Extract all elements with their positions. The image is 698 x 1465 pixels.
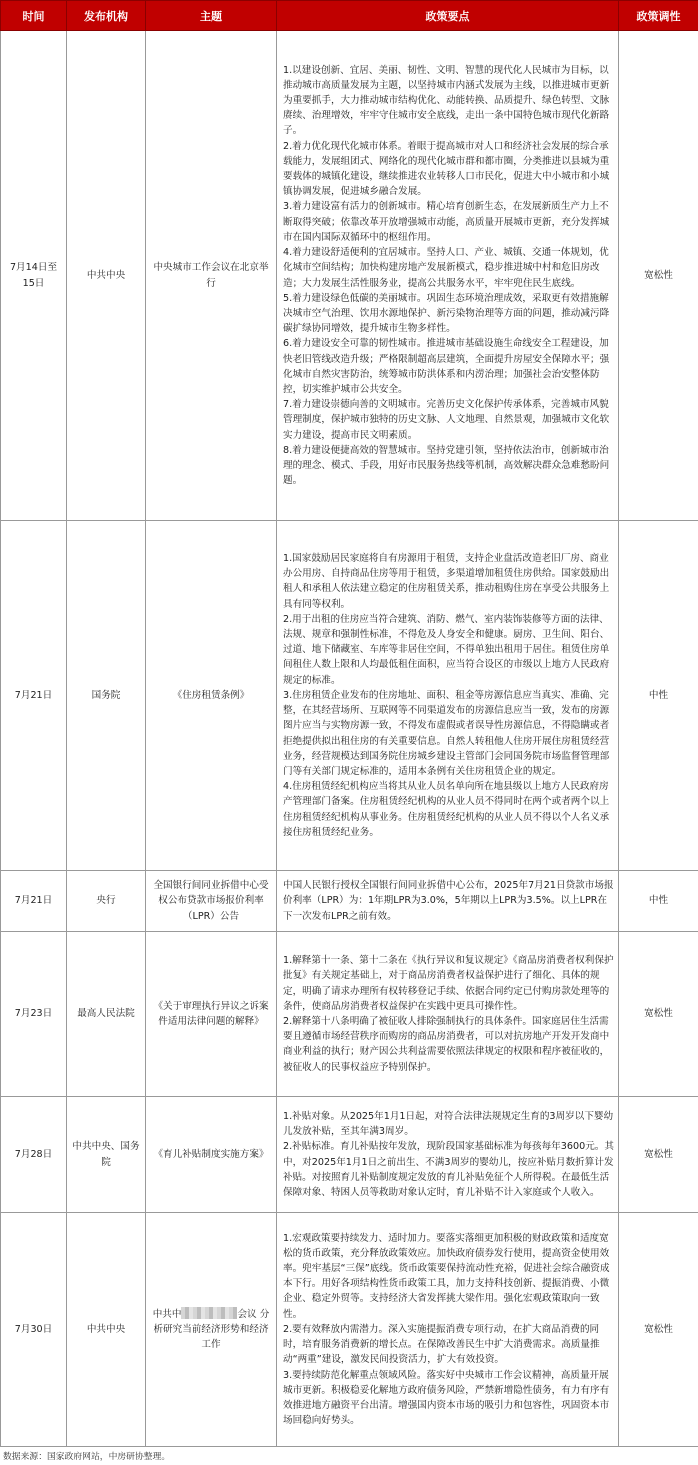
header-points: 政策要点 [277, 1, 619, 31]
cell-points [277, 1213, 619, 1447]
policy-point: 3.着力建设富有活力的创新城市。精心培育创新生态，在发展新质生产力上不断取得突破；依靠改革开放增强城市动能，高质量开展城市更新，充分发挥城市在国内国际双循环中的枢纽作用。 [283, 201, 610, 243]
source-note: 数据来源：国家政府网站，中房研协整理。 [3, 1452, 171, 1462]
policy-point: 2.用于出租的住房应当符合建筑、消防、燃气、室内装饰装修等方面的法律、法规、规章和强制性标准，不得危及人身安全和健康。厨房、卫生间、阳台、过道、地下储藏室、车库等非居住空间，不得单独出租用于居住。租赁住房单间租住人数上限和人均最低租住面积，应当符合设区的市级以上地方人民政府规定的标准。 [283, 613, 610, 686]
cell-time: 7月21日 [1, 521, 67, 871]
policy-point: 1.国家鼓励居民家庭将自有房源用于租赁，支持企业盘活改造老旧厂房、商业办公用房、自持商品住房等用于租赁，多渠道增加租赁住房供给。国家鼓励出租人和承租人依法建立稳定的住房租赁关系，推动租购住房在享受公共服务上具有同等权利。 [283, 553, 610, 610]
cell-org: 最高人民法院 [67, 932, 146, 1097]
header-topic: 主题 [146, 1, 277, 31]
cell-tone: 中性 [619, 521, 698, 871]
cell-points [277, 31, 619, 521]
table-row [1, 1097, 698, 1213]
cell-points [277, 521, 619, 871]
cell-tone: 宽松性 [619, 1213, 698, 1447]
policy-point: 2.补贴标准。育儿补贴按年发放，现阶段国家基础标准为每孩每年3600元。其中，对2025年1月1日之前出生、不满3周岁的婴幼儿，按应补贴月数折算计发补贴。对按照育儿补贴制度规定发放的育儿补贴免征个人所得税。在最低生活保障对象、特困人员等救助对象认定时，育儿补贴不计入家庭或个人收入。 [283, 1141, 614, 1198]
table-header-row [1, 1, 698, 31]
cell-org: 中共中央 [67, 1213, 146, 1447]
policy-point: 4.住房租赁经纪机构应当将其从业人员名单向所在地县级以上地方人民政府房产管理部门备案。住房租赁经纪机构的从业人员不得同时在两个或者两个以上住房租赁经纪机构从事业务。住房租赁经纪机构的从业人员不得以个人名义承接住房租赁经纪业务。 [283, 781, 610, 838]
cell-topic: 《住房租赁条例》 [146, 521, 277, 871]
policy-point: 6.着力建设安全可靠的韧性城市。推进城市基础设施生命线安全工程建设，加快老旧管线改造升级；严格限制超高层建筑，全面提升房屋安全保障水平；强化城市自然灾害防治，统筹城市防洪体系和内涝治理；加强社会治安整体防控，切实维护城市公共安全。 [283, 338, 610, 395]
cell-points [277, 871, 619, 932]
policy-point: 1.解释第十一条、第十二条在《执行异议和复议规定》《商品房消费者权利保护批复》有关规定基础上，对于商品房消费者权益保护进行了细化、具体的规定，明确了请求办理所有权转移登记手续、依据合同约定已付购房款处理等的条件，使商品房消费者权益保护在实践中更具可操作性。 [283, 955, 614, 1012]
cell-tone: 宽松性 [619, 31, 698, 521]
cell-topic: 中央城市工作会议在北京举行 [146, 31, 277, 521]
cell-topic: 全国银行间同业拆借中心受权公布贷款市场报价利率（LPR）公告 [146, 871, 277, 932]
cell-org: 央行 [67, 871, 146, 932]
header-org: 发布机构 [67, 1, 146, 31]
policy-point: 2.要有效释放内需潜力。深入实施提振消费专项行动，在扩大商品消费的同时，培育服务消费新的增长点。在保障改善民生中扩大消费需求。高质量推动“两重”建设，激发民间投资活力，扩大有效投资。 [283, 1323, 600, 1366]
table-row [1, 31, 698, 521]
policy-point: 3.住房租赁企业发布的住房地址、面积、租金等房源信息应当真实、准确、完整，在其经营场所、互联网等不同渠道发布的房源信息应当一致，发布的房源图片应当与实物房源一致，不得发布虚假或者误导性房源信息，不得隐瞒或者拒绝提供拟出租住房的有关重要信息。自然人转租他人住房开展住房租赁经营业务，经营规模达到国务院住房城乡建设主管部门会同国务院市场监督管理部门等有关部门规定标准的，适用本条例有关住房租赁企业的规定。 [283, 689, 610, 777]
cell-tone: 宽松性 [619, 932, 698, 1097]
cell-time: 7月30日 [1, 1213, 67, 1447]
topic-text-start: 中共中 [152, 1308, 182, 1320]
topic-text-end: 会议 分析研究当前经济形势和经济工作 [153, 1308, 270, 1351]
cell-topic: 《关于审理执行异议之诉案件适用法律问题的解释》 [146, 932, 277, 1097]
cell-points [277, 932, 619, 1097]
policy-point: 3.要持续防范化解重点领域风险。落实好中央城市工作会议精神，高质量开展城市更新。积极稳妥化解地方政府债务风险，严禁新增隐性债务，有力有序有效推进地方融资平台出清。增强国内资本市场的吸引力和包容性，巩固资本市场回稳向好势头。 [283, 1369, 610, 1427]
policy-point: 7.着力建设崇德向善的文明城市。完善历史文化保护传承体系，完善城市风貌管理制度，保护城市独特的历史文脉、人文地理、自然景观，加强城市文化软实力建设，提高市民文明素质。 [283, 399, 610, 441]
cell-time: 7月14日至15日 [1, 31, 67, 521]
redacted-blur [181, 1307, 237, 1319]
cell-topic [146, 1213, 277, 1447]
policy-point: 1.以建设创新、宜居、美丽、韧性、文明、智慧的现代化人民城市为目标，以推动城市高质量发展为主题，以坚持城市内涵式发展为主线，以推进城市更新为重要抓手，大力推动城市结构优化、动能转换、品质提升、绿色转型、文脉赓续、治理增效，牢牢守住城市安全底线，走出一条中国特色城市现代化新路子。 [283, 64, 610, 137]
table-row [1, 932, 698, 1097]
policy-point: 5.着力建设绿色低碳的美丽城市。巩固生态环境治理成效，采取更有效措施解决城市空气治理、饮用水源地保护、新污染物治理等方面的问题，推动减污降碳扩绿协同增效，提升城市生物多样性。 [283, 292, 610, 335]
table-row [1, 1213, 698, 1447]
policy-point: 2.解释第十八条明确了被征收人排除强制执行的具体条件。国家庭居住生活需要且遵循市场经营秩序而购房的商品房消费者，可以对抗房地产开发开发商中商业利益的执行；财产因公共利益需要依照法律规定的权限和程序被征收的，被征收人的民事权益应予特别保护。 [283, 1016, 610, 1073]
header-time: 时间 [1, 1, 67, 31]
cell-tone: 宽松性 [619, 1097, 698, 1213]
cell-tone: 中性 [619, 871, 698, 932]
cell-time: 7月21日 [1, 871, 67, 932]
policy-point: 1.补贴对象。从2025年1月1日起，对符合法律法规规定生育的3周岁以下婴幼儿发放补贴，至其年满3周岁。 [283, 1110, 614, 1138]
policy-point: 中国人民银行授权全国银行间同业拆借中心公布，2025年7月21日贷款市场报价利率（LPR）为：1年期LPR为3.0%，5年期以上LPR为3.5%。以上LPR在下一次发布LPR之前有效。 [283, 880, 614, 922]
policy-point: 8.着力建设便捷高效的智慧城市。坚持党建引领，坚持依法治市，创新城市治理的理念、模式、手段，用好市民服务热线等机制，高效解决群众急难愁盼问题。 [283, 444, 610, 487]
cell-topic: 《育儿补贴制度实施方案》 [146, 1097, 277, 1213]
policy-point: 4.着力建设舒适便利的宜居城市。坚持人口、产业、城镇、交通一体规划，优化城市空间结构；加快构建房地产发展新模式，稳步推进城中村和危旧房改造；大力发展生活性服务业，提高公共服务水平，牢牢兜住民生底线。 [283, 247, 609, 289]
cell-points [277, 1097, 619, 1213]
cell-org: 中共中央、国务院 [67, 1097, 146, 1213]
cell-time: 7月28日 [1, 1097, 67, 1213]
policy-point: 1.宏观政策要持续发力、适时加力。要落实落细更加积极的财政政策和适度宽松的货币政策，充分释放政策效应。加快政府债券发行使用，提高资金使用效率。兜牢基层“三保”底线。货币政策要保持流动性充裕，促进社会综合融资成本下行。用好各项结构性货币政策工具，加力支持科技创新、提振消费、小微企业、稳定外贸等。支持经济大省发挥挑大梁作用。强化宏观政策取向一致性。 [283, 1232, 610, 1320]
header-tone: 政策调性 [619, 1, 698, 31]
cell-time: 7月23日 [1, 932, 67, 1097]
table-row [1, 871, 698, 932]
table-row [1, 521, 698, 871]
policy-point: 2.着力优化现代化城市体系。着眼于提高城市对人口和经济社会发展的综合承载能力，发展组团式、网络化的现代化城市群和都市圈，分类推进以县城为重要载体的城镇化建设，继续推进农业转移人口市民化，促进大中小城市和小城镇协调发展，促进城乡融合发展。 [283, 140, 610, 198]
cell-org: 中共中央 [67, 31, 146, 521]
cell-org: 国务院 [67, 521, 146, 871]
